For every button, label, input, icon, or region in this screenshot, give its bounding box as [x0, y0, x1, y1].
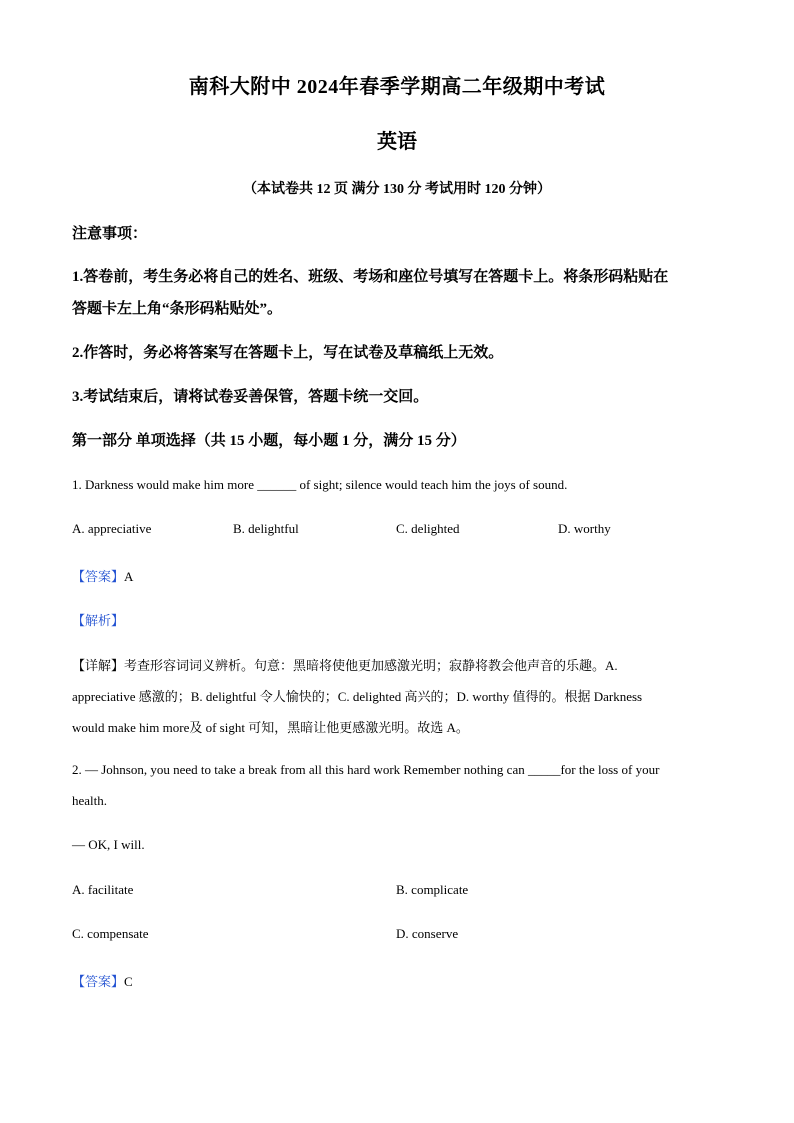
detail-text: 考查形容词词义辨析。句意：黑暗将使他更加感激光明；寂静将教会他声音的乐趣。A.	[124, 658, 618, 673]
answer-tag: 【答案】	[72, 569, 125, 584]
q2-stem-line-2: health.	[72, 793, 108, 808]
q2-option-d: D. conserve	[396, 926, 459, 941]
detail-tag: 【详解】	[72, 658, 125, 673]
q1-option-d: D. worthy	[558, 521, 611, 536]
exam-title: 南科大附中 2024年春季学期高二年级期中考试	[188, 76, 606, 98]
q2-answer	[72, 971, 133, 990]
exam-subject: 英语	[377, 131, 417, 153]
notice-item-1-line-1: 1.答卷前，考生务必将自己的姓名、班级、考场和座位号填写在答题卡上。将条形码粘贴在	[72, 269, 669, 285]
q2-option-b: B. complicate	[396, 882, 469, 897]
q2-option-c: C. compensate	[72, 926, 149, 941]
q2-option-a: A. facilitate	[72, 882, 134, 897]
q1-analysis-tag	[72, 610, 124, 629]
notice-item-3: 3.考试结束后，请将试卷妥善保管，答题卡统一交回。	[72, 389, 429, 405]
q1-option-a: A. appreciative	[72, 521, 152, 536]
q1-detail-line-3: would make him more及 of sight 可知，黑暗让他更感激光明。故选 A。	[72, 720, 469, 735]
answer-value: A	[124, 569, 134, 584]
analysis-tag: 【解析】	[72, 613, 125, 628]
q1-stem: 1. Darkness would make him more ______ of sight; silence would teach him the joys of sound.	[72, 477, 568, 492]
notice-item-2: 2.作答时，务必将答案写在答题卡上，写在试卷及草稿纸上无效。	[72, 345, 504, 361]
answer-tag: 【答案】	[72, 974, 125, 989]
q1-detail-line-1	[72, 655, 618, 674]
notice-heading: 注意事项：	[72, 226, 148, 242]
q1-option-b: B. delightful	[233, 521, 299, 536]
q1-option-c: C. delighted	[396, 521, 460, 536]
q1-answer	[72, 566, 133, 585]
q1-detail-line-2: appreciative 感激的；B. delightful 令人愉快的；C. delighted 高兴的；D. worthy 值得的。根据 Darkness	[72, 689, 643, 704]
section-1-heading: 第一部分 单项选择（共 15 小题，每小题 1 分，满分 15 分）	[72, 433, 466, 449]
q2-stem-line-1: 2. — Johnson, you need to take a break from all this hard work Remember nothing can _____for the loss of your	[72, 762, 660, 777]
notice-item-1-line-2: 答题卡左上角“条形码粘贴处”。	[72, 301, 283, 317]
exam-info: （本试卷共 12 页 满分 130 分 考试用时 120 分钟）	[243, 182, 551, 197]
q2-reply: — OK, I will.	[72, 837, 145, 852]
answer-value: C	[124, 974, 133, 989]
